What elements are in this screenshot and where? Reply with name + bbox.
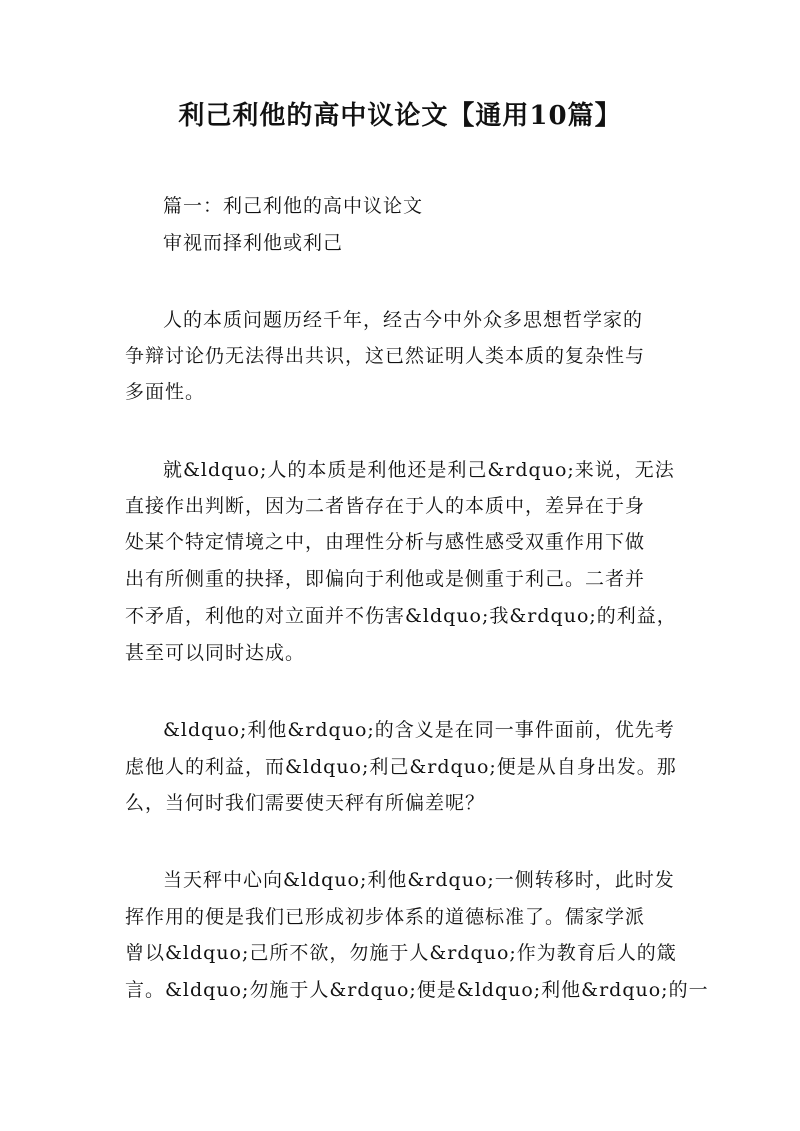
paragraph-4-line-1: 当天秤中心向&ldquo;利他&rdquo;一侧转移时，此时发 <box>163 869 675 891</box>
section-heading: 篇一：利己利他的高中议论文 <box>163 195 424 217</box>
paragraph-1-line-1: 人的本质问题历经千年，经古今中外众多思想哲学家的 <box>163 309 644 331</box>
paragraph-4-line-3: 曾以&ldquo;己所不欲，勿施于人&rdquo;作为教育后人的箴 <box>125 942 677 964</box>
paragraph-3-line-3: 么，当何时我们需要使天秤有所偏差呢？ <box>125 792 486 814</box>
paragraph-2-line-3: 处某个特定情境之中，由理性分析与感性感受双重作用下做 <box>125 531 646 553</box>
paragraph-2-line-5: 不矛盾，利他的对立面并不伤害&ldquo;我&rdquo;的利益， <box>125 605 677 627</box>
paragraph-2-line-2: 直接作出判断，因为二者皆存在于人的本质中，差异在于身 <box>125 495 646 517</box>
section-subheading: 审视而择利他或利己 <box>163 232 344 254</box>
paragraph-3-line-2: 虑他人的利益，而&ldquo;利己&rdquo;便是从自身出发。那 <box>125 756 677 778</box>
paragraph-3-line-1: &ldquo;利他&rdquo;的含义是在同一事件面前，优先考 <box>163 719 675 741</box>
paragraph-2-line-4: 出有所侧重的抉择，即偏向于利他或是侧重于利己。二者并 <box>125 568 646 590</box>
paragraph-4-line-2: 挥作用的便是我们已形成初步体系的道德标准了。儒家学派 <box>125 906 646 928</box>
paragraph-1-line-2: 争辩讨论仍无法得出共识，这已然证明人类本质的复杂性与 <box>125 345 646 367</box>
paragraph-4-line-4: 言。&ldquo;勿施于人&rdquo;便是&ldquo;利他&rdquo;的一 <box>125 979 709 1001</box>
paragraph-2-line-1: 就&ldquo;人的本质是利他还是利己&rdquo;来说，无法 <box>163 459 675 481</box>
paragraph-1-line-3: 多面性。 <box>125 381 206 403</box>
paragraph-2-line-6: 甚至可以同时达成。 <box>125 642 306 664</box>
document-title: 利己利他的高中议论文【通用10篇】 <box>178 101 622 131</box>
